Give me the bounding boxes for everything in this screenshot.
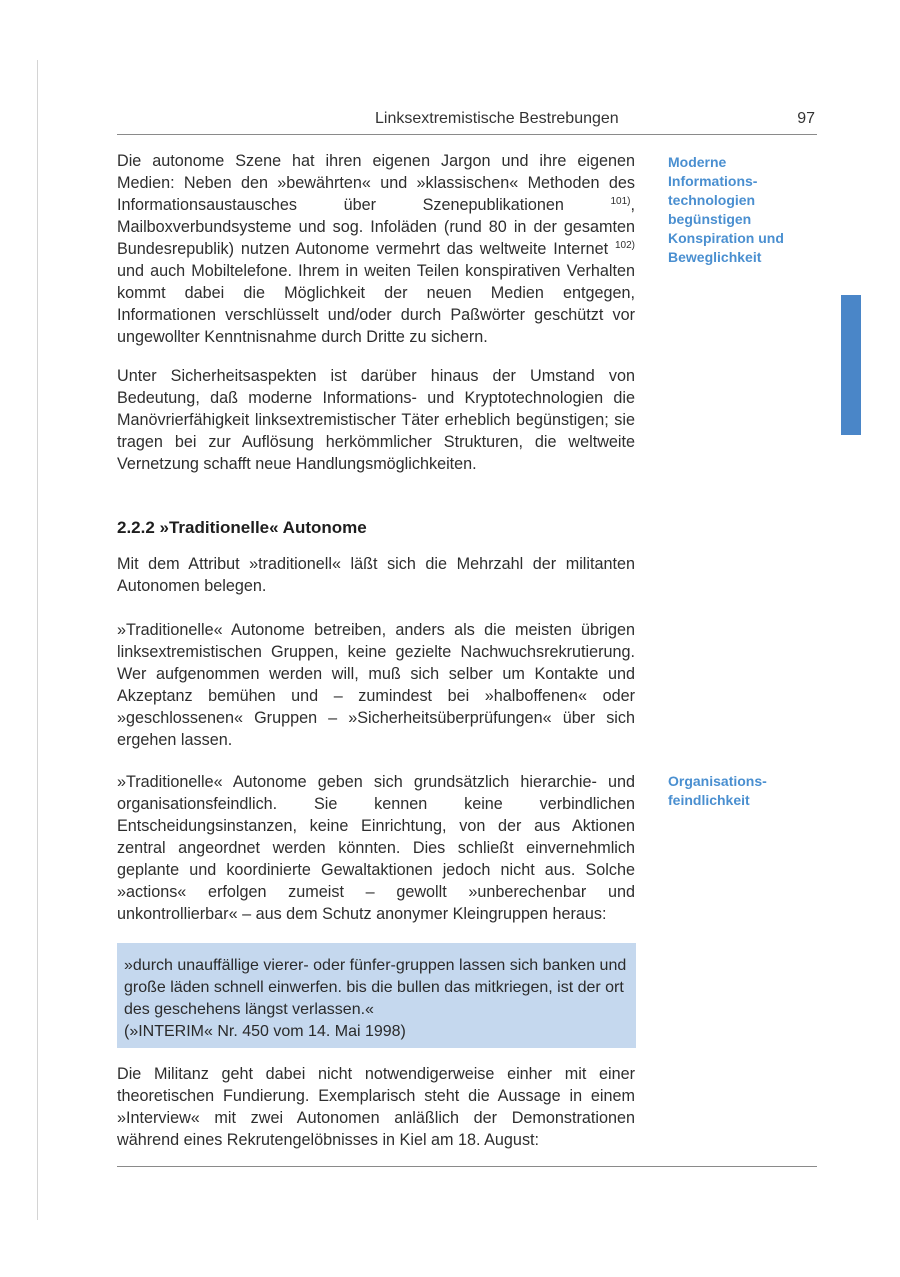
footnote-ref-102: 102) bbox=[614, 240, 635, 251]
margin-note-organisation: Organisations-feindlichkeit bbox=[668, 773, 767, 808]
paragraph-2: Unter Sicherheitsaspekten ist darüber hinaus der Umstand von Bedeutung, daß moderne Informations- und Kryptotechnologien die Manövrierfähigkeit linksextremistischer Täter erheblich begünstigen; sie tragen bei zur Auflösung herkömmlicher Strukturen, die weltweite Vernetzung schafft neue Handlungsmöglichkeiten. bbox=[117, 367, 635, 473]
margin-note-information-technology: Moderne Informations-technologien begünstigen Konspiration und Beweglichkeit bbox=[668, 154, 784, 265]
scan-edge-line bbox=[37, 60, 38, 1220]
chapter-marker-bar bbox=[841, 295, 861, 435]
paragraph-5: »Traditionelle« Autonome geben sich grundsätzlich hierarchie- und organisationsfeindlich. Sie kennen keine verbindlichen Entscheidungsinstanzen, keine Einrichtung, von der aus Aktionen zentral angeordnet werden könnten. Dies schließt einvernehmlich geplante und koordinierte Gewaltaktionen jedoch nicht aus. Solche »actions« erfolgen zumeist – gewollt »unberechenbar und unkontrollierbar« – aus dem Schutz anonymer Kleingruppen heraus: bbox=[117, 773, 635, 923]
quote-block bbox=[124, 955, 629, 1043]
quote-source: (»INTERIM« Nr. 450 vom 14. Mai 1998) bbox=[124, 1023, 406, 1040]
section-heading: 2.2.2 »Traditionelle« Autonome bbox=[117, 518, 367, 537]
page-number: 97 bbox=[797, 110, 815, 127]
running-header bbox=[117, 108, 817, 135]
header-title: Linksextremistische Bestrebungen bbox=[375, 110, 619, 127]
paragraph-3: Mit dem Attribut »traditionell« läßt sich die Mehrzahl der militanten Autonomen belegen. bbox=[117, 555, 635, 595]
paragraph-4: »Traditionelle« Autonome betreiben, anders als die meisten übrigen linksextremistischen Gruppen, keine gezielte Nachwuchsrekrutierung. Wer aufgenommen werden will, muß sich selber um Kontakte und Akzeptanz bemühen und – zumindest bei »halboffenen« oder »geschlossenen« Gruppen – »Sicherheitsüberprüfungen« über sich ergehen lassen. bbox=[117, 621, 635, 749]
paragraph-1 bbox=[117, 150, 635, 348]
footnote-ref-101: 101) bbox=[610, 196, 631, 207]
paragraph-1-part-a: Die autonome Szene hat ihren eigenen Jargon und ihre eigenen Medien: Neben den »bewährten« und »klassischen« Methoden des Informationsaustausches über Szenepublikationen bbox=[117, 152, 635, 214]
quote-text: »durch unauffällige vierer- oder fünfer-gruppen lassen sich banken und große läden schnell einwerfen. bis die bullen das mitkriegen, ist der ort des geschehens längst verlassen.« bbox=[124, 957, 627, 1018]
paragraph-1-part-c: und auch Mobiltelefone. Ihrem in weiten Teilen konspirativen Verhalten kommt dabei die Möglichkeit der neuen Medien entgegen, Informationen verschlüsselt und/oder durch Paßwörter geschützt vor ungewollter Kenntnisnahme durch Dritte zu sichern. bbox=[117, 262, 635, 346]
footer-rule bbox=[117, 1166, 817, 1167]
paragraph-1-part-b: , Mailboxverbundsysteme und sog. Infoläden (rund 80 in der gesamten Bundesrepublik) nutzen Autonome vermehrt das weltweite Internet bbox=[117, 196, 635, 258]
paragraph-6: Die Militanz geht dabei nicht notwendigerweise einher mit einer theoretischen Fundierung. Exemplarisch steht die Aussage in einem »Interview« mit zwei Autonomen anläßlich der Demonstrationen während eines Rekrutengelöbnisses in Kiel am 18. August: bbox=[117, 1065, 635, 1149]
